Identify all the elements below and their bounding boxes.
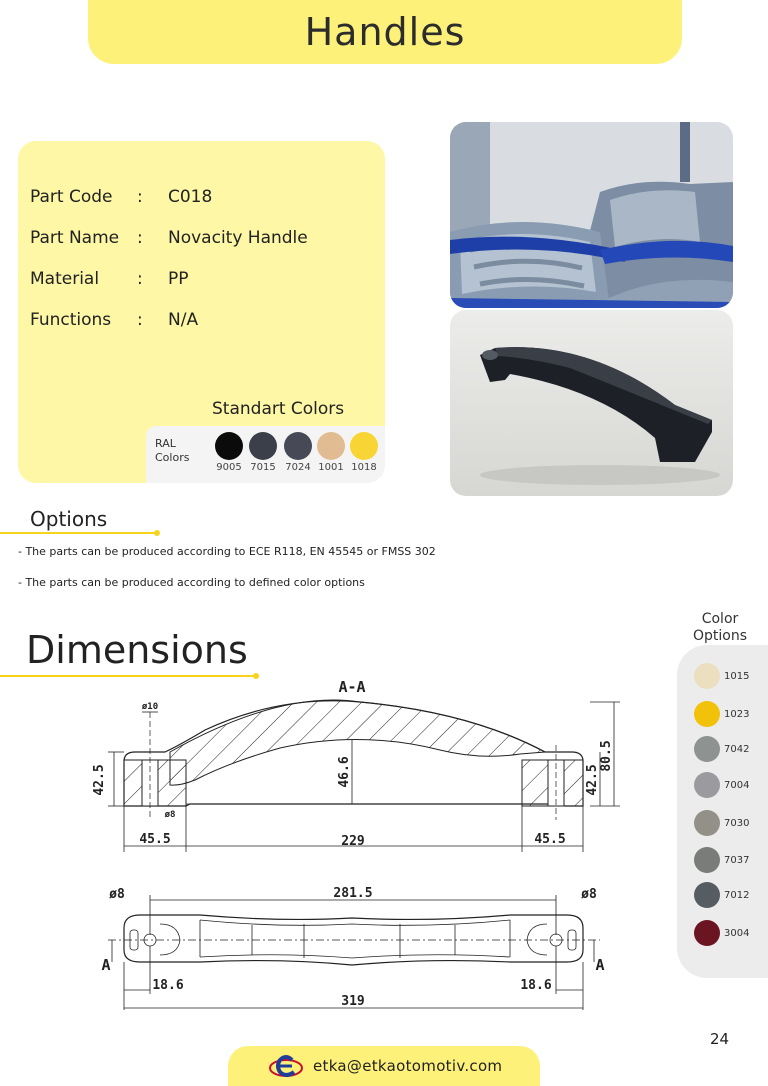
standard-colors-title: Standart Colors	[212, 399, 345, 419]
dim-d8-small: ø8	[164, 810, 176, 820]
functions-sep: :	[137, 310, 143, 330]
functions-label: Functions	[30, 310, 112, 330]
option-line-1: - The parts can be produced according to ECE R118, EN 45545 or FMSS 302	[18, 545, 436, 558]
page-number: 24	[710, 1030, 730, 1048]
color-option-code-7004: 7004	[724, 780, 750, 791]
page-title: Handles	[304, 10, 466, 54]
footer-email[interactable]: etka@etkaotomotiv.com	[313, 1057, 503, 1075]
section-label-aa: A-A	[338, 678, 366, 696]
part-code-label: Part Code	[30, 187, 113, 207]
color-option-code-1015: 1015	[724, 671, 750, 682]
color-option-code-3004: 3004	[724, 928, 750, 939]
dim-80-5: 80.5	[599, 740, 614, 772]
material-label: Material	[30, 269, 100, 289]
dim-45-5-right: 45.5	[534, 832, 566, 847]
dim-42-5-left: 42.5	[92, 764, 107, 796]
functions-value: N/A	[168, 310, 199, 330]
color-option-code-7012: 7012	[724, 890, 750, 901]
part-name-sep: :	[137, 228, 143, 248]
dim-45-5-left: 45.5	[139, 832, 171, 847]
dim-d8-right: ø8	[581, 887, 597, 902]
ral-code-1001: 1001	[318, 462, 344, 473]
dim-46-6: 46.6	[337, 756, 352, 788]
dim-d10: ø10	[141, 702, 159, 712]
dim-229: 229	[341, 834, 365, 849]
color-options-title-line2: Options	[692, 628, 748, 644]
part-name-value: Novacity Handle	[168, 228, 308, 248]
etka-logo-icon	[268, 1050, 304, 1082]
material-sep: :	[137, 269, 143, 289]
dim-18-6-right: 18.6	[520, 978, 552, 993]
ral-label-line2: Colors	[155, 451, 190, 464]
color-options-title-line1: Color	[701, 611, 739, 627]
dimensions-title: Dimensions	[26, 628, 248, 672]
section-marker-a-right: A	[595, 956, 605, 974]
dim-42-5-right: 42.5	[585, 764, 600, 796]
color-option-code-7037: 7037	[724, 855, 750, 866]
dim-18-6-left: 18.6	[152, 978, 184, 993]
section-hatch-fill	[170, 700, 545, 788]
ral-code-1018: 1018	[351, 462, 377, 473]
part-name-label: Part Name	[30, 228, 120, 248]
part-code-value: C018	[168, 187, 213, 207]
ral-label-line1: RAL	[155, 437, 176, 450]
color-option-code-1023: 1023	[724, 709, 750, 720]
dim-281-5: 281.5	[333, 886, 373, 901]
color-option-code-7030: 7030	[724, 818, 750, 829]
ral-code-7024: 7024	[285, 462, 311, 473]
section-marker-a-left: A	[101, 956, 111, 974]
ral-code-9005: 9005	[216, 462, 242, 473]
options-title: Options	[30, 507, 108, 531]
part-code-sep: :	[137, 187, 143, 207]
dim-d8-left: ø8	[109, 887, 125, 902]
color-option-code-7042: 7042	[724, 744, 750, 755]
dim-319: 319	[341, 994, 365, 1009]
option-line-2: - The parts can be produced according to defined color options	[18, 576, 365, 589]
material-value: PP	[168, 269, 189, 289]
ral-code-7015: 7015	[250, 462, 276, 473]
